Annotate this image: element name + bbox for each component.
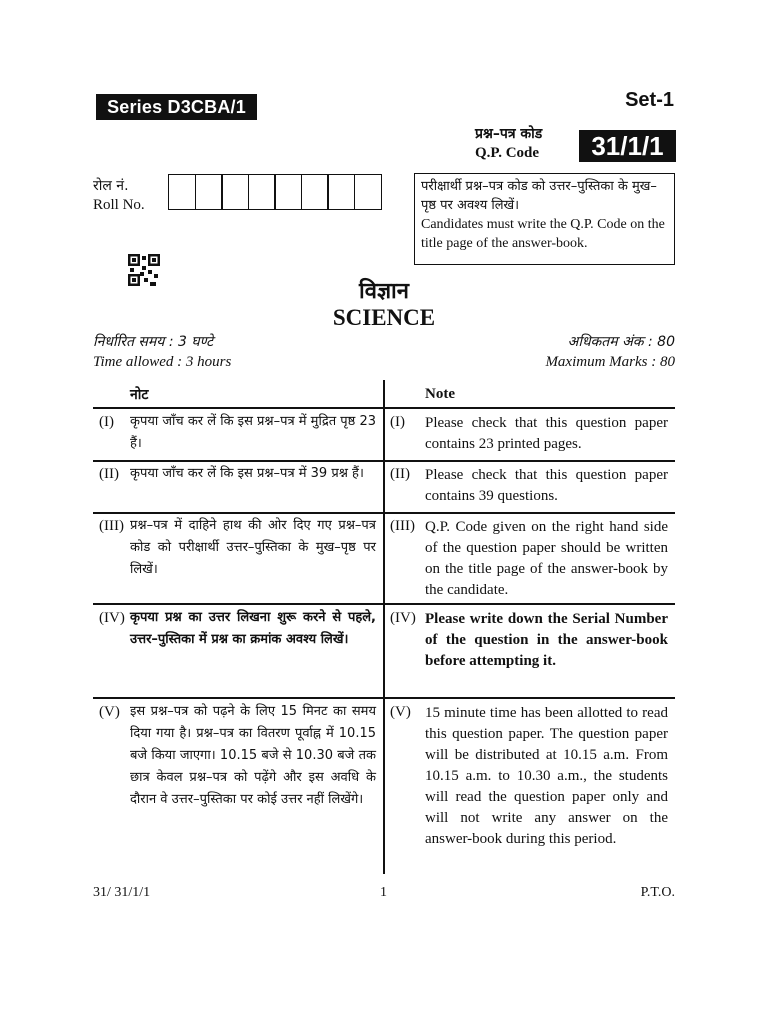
column-divider — [383, 380, 385, 874]
note-text: Please write down the Serial Number of the question in the answer-book before attempting it. — [425, 611, 668, 669]
time-allowed: Time allowed : 3 hours — [93, 354, 232, 370]
roll-number-cell[interactable] — [327, 174, 355, 210]
note-text-hindi: इस प्रश्न–पत्र को पढ़ने के लिए 15 मिनट का समय दिया गया है। प्रश्न–पत्र का वितरण पूर्वाह्न में 10.15 बजे किया जाएगा। 10.15 बजे से 10.30 बजे तक छात्र केवल प्रश्न–पत्र को पढ़ेंगे और इस अवधि के दौरान वे उत्तर–पुस्तिका पर कोई उत्तर नहीं लिखेंगे। — [130, 704, 376, 807]
qp-code-label-hindi: प्रश्न–पत्र कोड — [475, 126, 543, 142]
row-divider — [93, 460, 675, 462]
note-number: (V) — [390, 704, 411, 720]
pto-label: P.T.O. — [640, 885, 675, 900]
roll-label-hindi: रोल नं. — [93, 178, 129, 194]
candidate-notice-box — [414, 173, 675, 265]
note-text: Please check that this question paper contains 39 questions. — [425, 467, 668, 504]
roll-number-cell[interactable] — [274, 174, 302, 210]
note-text: Q.P. Code given on the right hand side of the question paper should be written on the title page of the answer-book by the candidate. — [425, 519, 668, 598]
row-divider — [93, 697, 675, 699]
notice-hindi: परीक्षार्थी प्रश्न–पत्र कोड को उत्तर–पुस्तिका के मुख–पृष्ठ पर अवश्य लिखें। — [421, 179, 657, 213]
note-number: (I) — [390, 414, 405, 430]
note-number: (IV) — [390, 610, 416, 626]
note-number: (III) — [390, 518, 415, 534]
note-text-hindi: कृपया जाँच कर लें कि इस प्रश्न–पत्र में 39 प्रश्न हैं। — [130, 466, 364, 481]
notice-english: Candidates must write the Q.P. Code on the title page of the answer-book. — [421, 217, 665, 251]
roll-number-cell[interactable] — [168, 174, 196, 210]
roll-number-cell[interactable] — [248, 174, 276, 210]
note-text-hindi: कृपया प्रश्न का उत्तर लिखना शुरू करने से पहले, उत्तर–पुस्तिका में प्रश्न का क्रमांक अवश्य लिखें। — [130, 610, 376, 647]
footer-code: 31/ 31/1/1 — [93, 885, 151, 900]
set-label: Set-1 — [625, 89, 674, 111]
note-number: (IV) — [99, 610, 125, 626]
note-text-hindi: कृपया जाँच कर लें कि इस प्रश्न–पत्र में मुद्रित पृष्ठ 23 हैं। — [130, 414, 376, 451]
qp-code: 31/1/1 — [579, 130, 676, 162]
roll-number-cell[interactable] — [354, 174, 382, 210]
roll-number-cell[interactable] — [221, 174, 249, 210]
note-number: (II) — [99, 466, 119, 482]
subject-title-hindi: विज्ञान — [359, 279, 409, 304]
row-divider — [93, 407, 675, 409]
row-divider — [93, 603, 675, 605]
time-allowed-hindi: निर्धारित समय : 3 घण्टे — [93, 334, 214, 350]
series-label: Series D3CBA/1 — [96, 94, 257, 120]
note-text-hindi: प्रश्न–पत्र में दाहिने हाथ की ओर दिए गए प्रश्न–पत्र कोड को परीक्षार्थी उत्तर–पुस्तिका के मुख–पृष्ठ पर लिखें। — [130, 518, 376, 577]
roll-number-boxes — [168, 174, 382, 210]
qp-code-label: Q.P. Code — [475, 145, 540, 161]
roll-number-cell[interactable] — [301, 174, 329, 210]
note-text: Please check that this question paper contains 23 printed pages. — [425, 415, 668, 452]
notes-heading-hindi: नोट — [130, 387, 149, 403]
notes-heading: Note — [425, 386, 455, 402]
roll-label: Roll No. — [93, 197, 145, 213]
note-number: (I) — [99, 414, 114, 430]
note-number: (III) — [99, 518, 124, 534]
page-number: 1 — [380, 885, 387, 900]
roll-number-cell[interactable] — [195, 174, 223, 210]
note-number: (V) — [99, 704, 120, 720]
note-text: 15 minute time has been allotted to read this question paper. The question paper will be distributed at 10.15 a.m. From 10.15 a.m. to 10.30 a.m., the students will read the question paper only and will not write any answer on the answer-book during this period. — [425, 705, 668, 847]
subject-title: SCIENCE — [332, 305, 436, 330]
row-divider — [93, 512, 675, 514]
maximum-marks: Maximum Marks : 80 — [545, 354, 675, 370]
note-number: (II) — [390, 466, 410, 482]
maximum-marks-hindi: अधिकतम अंक : 80 — [567, 334, 675, 350]
